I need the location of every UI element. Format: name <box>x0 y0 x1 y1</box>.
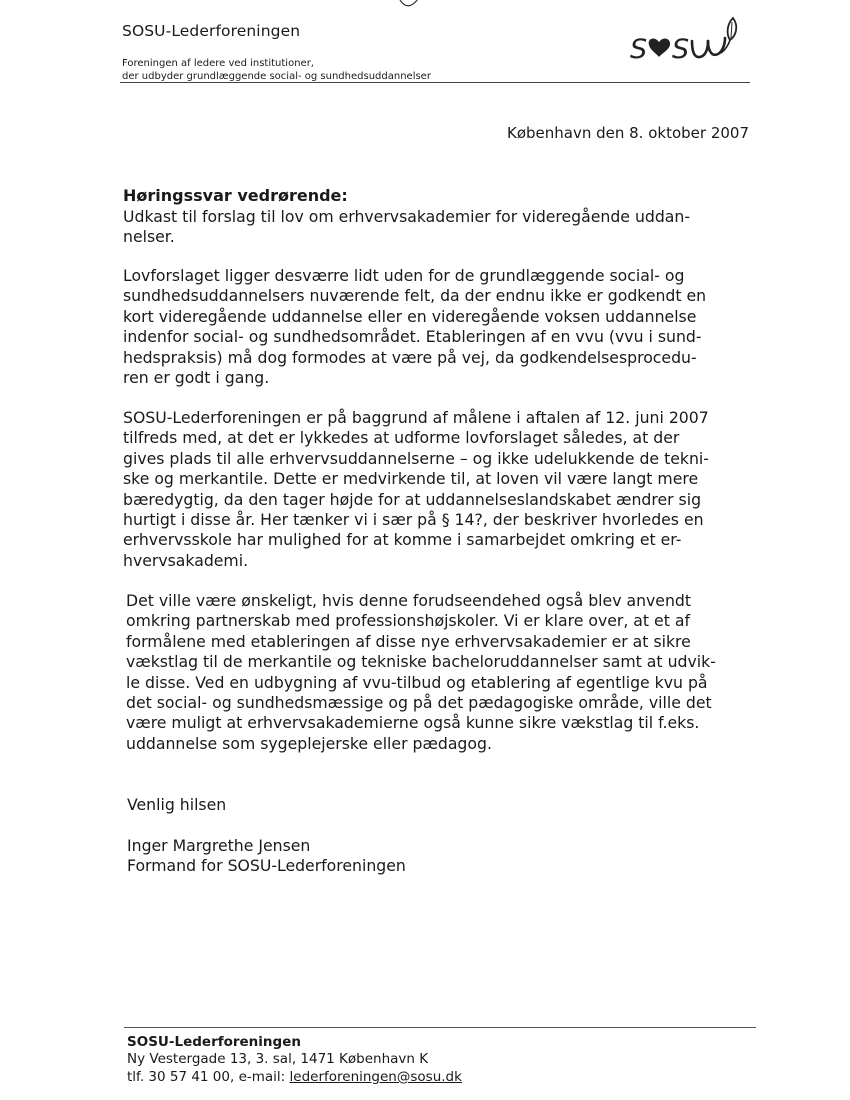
text-line: hedspraksis) må dog formodes at være på vej, da godkendelsesprocedu- <box>123 347 697 367</box>
svg-text:S: S <box>630 34 647 65</box>
text-line: kort videregående uddannelse eller en videregående voksen uddannelse <box>123 306 697 326</box>
body-paragraph-2 <box>123 408 763 571</box>
text-line: tilfreds med, at det er lykkedes at udforme lovforslaget således, at der <box>123 428 680 448</box>
text-line: formålene med etableringen af disse nye erhvervsakademier er at sikre <box>126 631 691 651</box>
text-line: vækstlag til de merkantile og tekniske bacheloruddannelser samt at udvik- <box>126 652 716 672</box>
text-line: erhvervsskole har mulighed for at komme i samarbejdet omkring et er- <box>123 530 682 550</box>
letterhead-subtitle-line: der udbyder grundlæggende social- og sundhedsuddannelser <box>122 71 431 82</box>
text-line: hvervsakademi. <box>123 550 249 570</box>
svg-text:S: S <box>672 34 689 65</box>
header-divider <box>120 82 750 83</box>
text-line: omkring partnerskab med professionshøjskoler. Vi er klare over, at et af <box>126 611 690 631</box>
body-paragraph-1 <box>123 266 763 388</box>
text-line: indenfor social- og sundhedsområdet. Etableringen af en vvu (vvu i sund- <box>123 327 702 347</box>
closing-greeting: Venlig hilsen <box>127 795 227 814</box>
text-line: være muligt at erhvervsakademierne også kunne sikre vækstlag til f.eks. <box>126 713 700 733</box>
footer-address: Ny Vestergade 13, 3. sal, 1471 København K <box>127 1051 429 1067</box>
text-line: SOSU-Lederforeningen er på baggrund af målene i aftalen af 12. juni 2007 <box>123 408 709 427</box>
signatory-name: Inger Margrethe Jensen <box>127 836 311 855</box>
text-line: nelser. <box>123 227 175 247</box>
subject-text <box>123 207 763 248</box>
body-paragraph-3 <box>126 591 766 754</box>
text-line: Lovforslaget ligger desværre lidt uden for de grundlæggende social- og <box>123 266 685 285</box>
footer-email-link[interactable]: lederforeningen@sosu.dk <box>289 1069 462 1085</box>
text-line: le disse. Ved en udbygning af vvu-tilbud og etablering af egentlige kvu på <box>126 672 708 692</box>
letterhead-org-name: SOSU-Lederforeningen <box>122 22 301 40</box>
text-line: ren er godt i gang. <box>123 368 270 388</box>
letterhead-subtitle-line: Foreningen af ledere ved institutioner, <box>122 58 314 69</box>
footer-phone: tlf. 30 57 41 00, e-mail: <box>127 1069 290 1085</box>
letter-date: København den 8. oktober 2007 <box>506 124 749 142</box>
signatory-title: Formand for SOSU-Lederforeningen <box>127 856 406 875</box>
text-line: sundhedsuddannelsers nuværende felt, da der endnu ikke er godkendt en <box>123 286 707 306</box>
sosu-logo <box>628 16 746 66</box>
footer-org-name: SOSU-Lederforeningen <box>127 1034 301 1050</box>
footer-contact <box>127 1069 462 1085</box>
letterhead-subtitle <box>122 57 431 83</box>
text-line: Det ville være ønskeligt, hvis denne forudseendehed også blev anvendt <box>126 591 692 610</box>
text-line: Udkast til forslag til lov om erhvervsakademier for videregående uddan- <box>123 207 691 226</box>
subject-heading: Høringssvar vedrørende: <box>123 186 348 205</box>
text-line: ske og merkantile. Dette er medvirkende til, at loven vil være langt mere <box>123 469 699 489</box>
footer-divider <box>124 1027 756 1028</box>
text-line: det social- og sundhedsmæssige og på det pædagogiske område, ville det <box>126 693 712 713</box>
text-line: gives plads til alle erhvervsuddannelserne – og ikke udelukkende de tekni- <box>123 448 709 468</box>
text-line: hurtigt i disse år. Her tænker vi i sær på § 14?, der beskriver hvorledes en <box>123 510 704 530</box>
scan-mark <box>398 0 420 10</box>
text-line: bæredygtig, da den tager højde for at uddannelseslandskabet ændrer sig <box>123 489 702 509</box>
text-line: uddannelse som sygeplejerske eller pædagog. <box>126 733 492 753</box>
